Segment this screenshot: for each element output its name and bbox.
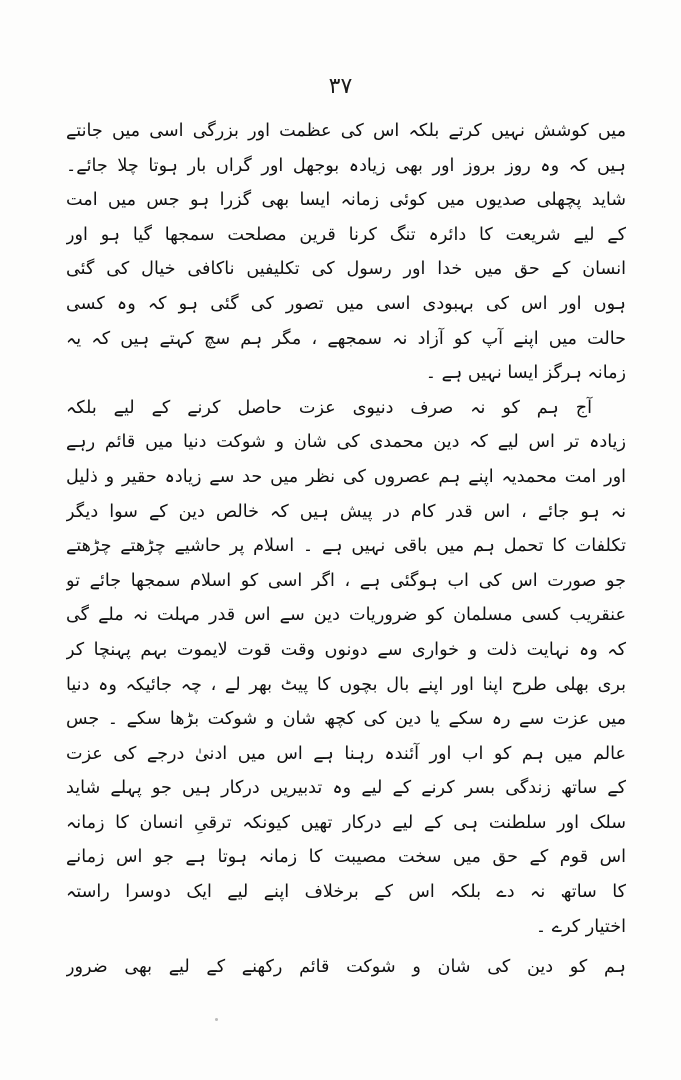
text-line: انسان کے حق میں خدا اور رسول کی تکلیفیں ناکافی خیال کی گئی (66, 259, 626, 280)
paper-speck (215, 1018, 218, 1021)
text-line: اس قوم کے حق میں سخت مصیبت کا زمانہ ہوتا ہے جو اس زمانے (66, 847, 626, 868)
text-line: میں کوشش نہیں کرتے بلکہ اس کی عظمت اور بزرگی اسی میں جانتے (66, 121, 626, 141)
text-line: ہیں کہ وہ روز بروز اور بھی زیادہ بوجھل اور گراں بار ہوتا چلا جائے۔ (66, 155, 626, 176)
text-line: شاید پچھلی صدیوں میں کوئی زمانہ ایسا بھی گزرا ہو جس میں امت (66, 190, 626, 211)
text-line: جو صورت اس کی اب ہوگئی ہے ، اگر اسی کو اسلام سمجھا جائے تو (66, 570, 626, 591)
body-text (66, 114, 626, 985)
text-line: ہم کو دین کی شان و شوکت قائم رکھنے کے لیے بھی ضرور (66, 957, 626, 978)
text-line: کے لیے شریعت کا دائرہ تنگ کرنا قرین مصلحت سمجھا گیا ہو اور (66, 224, 626, 245)
text-line: آج ہم کو نہ صرف دنیوی عزت حاصل کرنے کے لیے بلکہ (66, 397, 592, 418)
text-line: زمانہ ہرگز ایسا نہیں ہے ۔ (425, 363, 626, 384)
text-line: ہوں اور اس کی بہبودی اسی میں تصور کی گئی ہو کہ وہ کسی (66, 293, 626, 314)
text-line: نہ ہو جائے ، اس قدر کام در پیش ہیں کہ خالص دین کے سوا دیگر (66, 501, 626, 522)
text-line: تکلفات کا تحمل ہم میں باقی نہیں ہے ۔ اسلام پر حاشیے چڑھتے چڑھتے (66, 536, 626, 557)
text-line: بری بھلی طرح اپنا اور اپنے بال بچوں کا پیٹ بھر لے ، چہ جائیکہ وہ دنیا (66, 674, 626, 695)
text-line: عالم میں ہم کو اب اور آئندہ رہنا ہے اس میں ادنیٰ درجے کی عزت (66, 743, 626, 764)
text-line: اور امت محمدیہ اپنے ہم عصروں کی نظر میں حد سے زیادہ حقیر و ذلیل (66, 466, 626, 487)
text-line: حالت میں اپنے آپ کو آزاد نہ سمجھے ، مگر ہم سچ کہتے ہیں کہ یہ (66, 328, 626, 349)
text-line: زیادہ تر اس لیے کہ دین محمدی کی شان و شوکت دنیا میں قائم رہے (66, 432, 626, 453)
text-line: اختیار کرے ۔ (535, 916, 626, 937)
text-line: کے ساتھ زندگی بسر کرنے کے لیے وہ تدبیریں درکار ہیں جو پہلے شاید (66, 778, 626, 799)
page-number: ۳۷ (328, 74, 353, 99)
text-line: میں عزت سے رہ سکے یا دین کی کچھ شان و شوکت بڑھا سکے ۔ جس (66, 709, 626, 730)
text-line: کا ساتھ نہ دے بلکہ اس کے برخلاف اپنے لیے ایک دوسرا راستہ (66, 882, 626, 903)
text-line: عنقریب کسی مسلمان کو ضروریات دین سے اس قدر مہلت نہ ملے گی (66, 605, 626, 626)
text-line: سلک اور سلطنت ہی کے لیے درکار تھیں کیونکہ ترقیِ انسان کا زمانہ (66, 812, 626, 833)
text-line: کہ وہ نہایت ذلت و خواری سے دونوں وقت قوت لایموت بہم پہنچا کر (66, 639, 626, 660)
